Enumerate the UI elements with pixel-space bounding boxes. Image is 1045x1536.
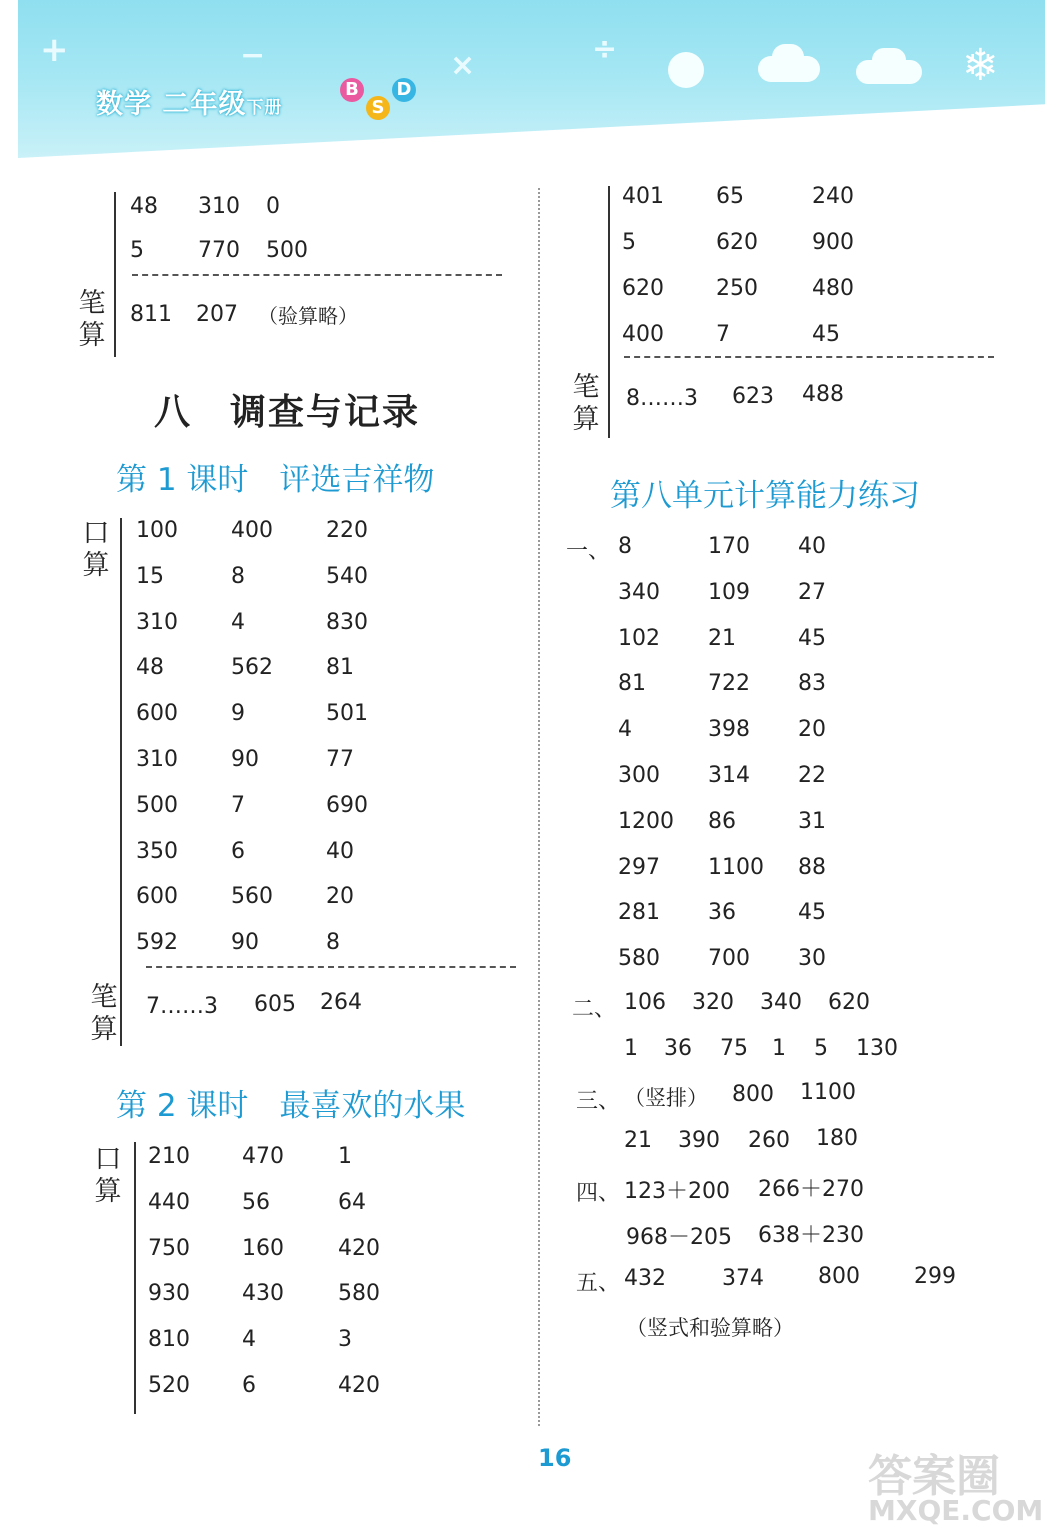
header-title: 数学 二年级下册 <box>96 89 283 120</box>
answer: 340 <box>760 990 802 1015</box>
answer: 31 <box>798 808 826 834</box>
answer: 968－205 <box>626 1225 732 1250</box>
answer: 592 <box>136 930 178 956</box>
answer: 106 <box>624 990 666 1015</box>
answer: 6 <box>242 1373 256 1398</box>
answer: 81 <box>326 655 354 681</box>
answer: 432 <box>624 1266 666 1291</box>
answer: 281 <box>618 900 660 926</box>
answer: 8 <box>326 930 340 956</box>
answer: 8 <box>618 534 632 559</box>
answer: 830 <box>326 609 368 635</box>
answer: 3 <box>338 1327 352 1353</box>
page-number: 16 <box>538 1444 572 1472</box>
note: （竖排） <box>624 1086 708 1110</box>
answer: 1100 <box>800 1080 856 1105</box>
answer: 770 <box>198 238 240 263</box>
answer: 500 <box>266 238 308 263</box>
answer: 7 <box>231 792 245 818</box>
watermark-url: MXQE.COM <box>868 1494 1044 1527</box>
answer: 260 <box>748 1128 790 1153</box>
rain-cloud-icon <box>872 48 906 72</box>
answer: 266＋270 <box>758 1177 864 1202</box>
answer: 299 <box>914 1264 956 1289</box>
answer: 440 <box>148 1189 190 1215</box>
answer: 470 <box>242 1144 284 1169</box>
answer: 1 <box>624 1036 638 1061</box>
answer: 30 <box>798 946 826 972</box>
answer: 9 <box>231 701 245 727</box>
section-label-5: 五、 <box>576 1271 621 1296</box>
answer: 7 <box>716 322 730 347</box>
answer: 310 <box>198 194 240 219</box>
answer: 722 <box>708 671 750 697</box>
answer: 480 <box>812 276 854 301</box>
watermark-logo: 答案圈 <box>868 1451 1000 1502</box>
answer: 180 <box>816 1126 858 1151</box>
unit-practice-title: 第八单元计算能力练习 <box>610 478 920 514</box>
answer: 48 <box>130 194 158 219</box>
answer: 40 <box>798 534 826 559</box>
answer: 800 <box>818 1264 860 1289</box>
answer: 48 <box>136 655 164 681</box>
answer: 21 <box>708 625 736 651</box>
answer: 620 <box>716 230 758 255</box>
column-divider <box>538 188 540 1426</box>
section-divider <box>132 274 502 276</box>
section-label-bisuan: 笔算 <box>78 288 106 351</box>
answer: 580 <box>618 946 660 972</box>
answer: 240 <box>812 184 854 209</box>
answer: 64 <box>338 1189 366 1215</box>
plus-decoration: + <box>40 30 69 70</box>
divide-decoration: ÷ <box>592 32 618 67</box>
answer: 170 <box>708 534 750 559</box>
answer: 5 <box>130 238 144 263</box>
answer: 560 <box>231 884 273 910</box>
answer: 22 <box>798 763 826 788</box>
answer: 540 <box>326 563 368 589</box>
section-divider <box>146 966 516 968</box>
answer: 0 <box>266 194 280 219</box>
answer: 83 <box>798 671 826 697</box>
lesson-2-title: 第 2 课时 最喜欢的水果 <box>116 1088 466 1124</box>
answer: 250 <box>716 276 758 301</box>
answer: 520 <box>148 1373 190 1398</box>
answer: 300 <box>618 763 660 788</box>
answer: 75 <box>720 1036 748 1061</box>
answer-bar <box>120 518 122 1046</box>
answer: 4 <box>231 609 245 635</box>
note: （验算略） <box>258 304 358 328</box>
answer: 488 <box>802 382 844 407</box>
answer: 160 <box>242 1235 284 1261</box>
answer: 4 <box>618 717 632 743</box>
answer: 207 <box>196 302 238 327</box>
answer: 580 <box>338 1281 380 1307</box>
answer: 15 <box>136 563 164 589</box>
answer: 81 <box>618 671 646 697</box>
chapter-title: 八 调查与记录 <box>154 392 421 433</box>
answer: 88 <box>798 854 826 880</box>
answer: 100 <box>136 518 178 543</box>
answer: 398 <box>708 717 750 743</box>
answer: 1 <box>772 1036 786 1061</box>
answer: 401 <box>622 184 664 209</box>
answer: 297 <box>618 854 660 880</box>
answer: 310 <box>136 747 178 772</box>
section-label-bisuan: 笔算 <box>572 372 600 435</box>
answer: 605 <box>254 992 296 1017</box>
snowflake-icon: ❄ <box>962 40 999 91</box>
answer: 90 <box>231 930 259 956</box>
answer: 314 <box>708 763 750 788</box>
answer: 36 <box>664 1036 692 1061</box>
answer: 320 <box>692 990 734 1015</box>
sun-icon <box>668 52 704 88</box>
answer: 65 <box>716 184 744 209</box>
answer: 109 <box>708 579 750 605</box>
answer: 811 <box>130 302 172 327</box>
answer: 1200 <box>618 808 674 834</box>
answer: 350 <box>136 838 178 864</box>
section-label-3: 三、 <box>576 1089 621 1114</box>
answer: 56 <box>242 1189 270 1215</box>
section-label-bisuan: 笔算 <box>90 982 118 1045</box>
section-label-4: 四、 <box>576 1181 621 1206</box>
answer: 340 <box>618 579 660 605</box>
badge-d: D <box>392 78 416 102</box>
answer: 390 <box>678 1128 720 1153</box>
answer: 20 <box>326 884 354 910</box>
answer: 1 <box>338 1144 352 1169</box>
answer: 810 <box>148 1327 190 1353</box>
answer: 620 <box>828 990 870 1015</box>
answer: 600 <box>136 884 178 910</box>
section-label-1: 一、 <box>566 539 611 564</box>
answer-bar <box>134 1142 136 1414</box>
answer: 20 <box>798 717 826 743</box>
answer: 690 <box>326 792 368 818</box>
badge-s: S <box>366 96 390 120</box>
answer: 45 <box>798 900 826 926</box>
answer: 7……3 <box>146 994 218 1019</box>
answer: 900 <box>812 230 854 255</box>
answer: 45 <box>798 625 826 651</box>
times-decoration: × <box>450 48 476 83</box>
section-divider <box>624 356 994 358</box>
answer: 501 <box>326 701 368 727</box>
answer: 4 <box>242 1327 256 1353</box>
answer: 123＋200 <box>624 1179 730 1204</box>
answer: 562 <box>231 655 273 681</box>
cloud-icon <box>772 44 804 70</box>
answer: 210 <box>148 1144 190 1169</box>
section-label-2: 二、 <box>572 997 617 1022</box>
answer: 102 <box>618 625 660 651</box>
answer: 310 <box>136 609 178 635</box>
answer: 27 <box>798 579 826 605</box>
answer: 750 <box>148 1235 190 1261</box>
answer-bar <box>114 192 116 357</box>
answer: 420 <box>338 1373 380 1398</box>
answer: 930 <box>148 1281 190 1307</box>
answer: 90 <box>231 747 259 772</box>
badge-b: B <box>340 78 364 102</box>
answer: 8 <box>231 563 245 589</box>
answer: 400 <box>231 518 273 543</box>
answer: 700 <box>708 946 750 972</box>
answer: 40 <box>326 838 354 864</box>
answer-bar <box>608 186 610 438</box>
answer: 6 <box>231 838 245 864</box>
answer: 1100 <box>708 854 764 880</box>
answer: 374 <box>722 1266 764 1291</box>
answer: 36 <box>708 900 736 926</box>
answer: 220 <box>326 518 368 543</box>
answer: 8……3 <box>626 386 698 411</box>
answer: 500 <box>136 792 178 818</box>
answer: 420 <box>338 1235 380 1261</box>
note: （竖式和验算略） <box>626 1316 794 1340</box>
answer: 5 <box>622 230 636 255</box>
answer: 430 <box>242 1281 284 1307</box>
section-label-kousuan: 口算 <box>82 518 110 581</box>
answer: 600 <box>136 701 178 727</box>
answer: 5 <box>814 1036 828 1061</box>
answer: 45 <box>812 322 840 347</box>
answer: 623 <box>732 384 774 409</box>
answer: 620 <box>622 276 664 301</box>
answer: 21 <box>624 1128 652 1153</box>
answer: 800 <box>732 1082 774 1107</box>
section-label-kousuan: 口算 <box>94 1144 122 1207</box>
answer: 400 <box>622 322 664 347</box>
lesson-1-title: 第 1 课时 评选吉祥物 <box>116 462 435 498</box>
minus-decoration: − <box>240 38 266 73</box>
answer: 638＋230 <box>758 1223 864 1248</box>
answer: 77 <box>326 747 354 772</box>
answer: 86 <box>708 808 736 834</box>
answer: 130 <box>856 1036 898 1061</box>
answer: 264 <box>320 990 362 1015</box>
